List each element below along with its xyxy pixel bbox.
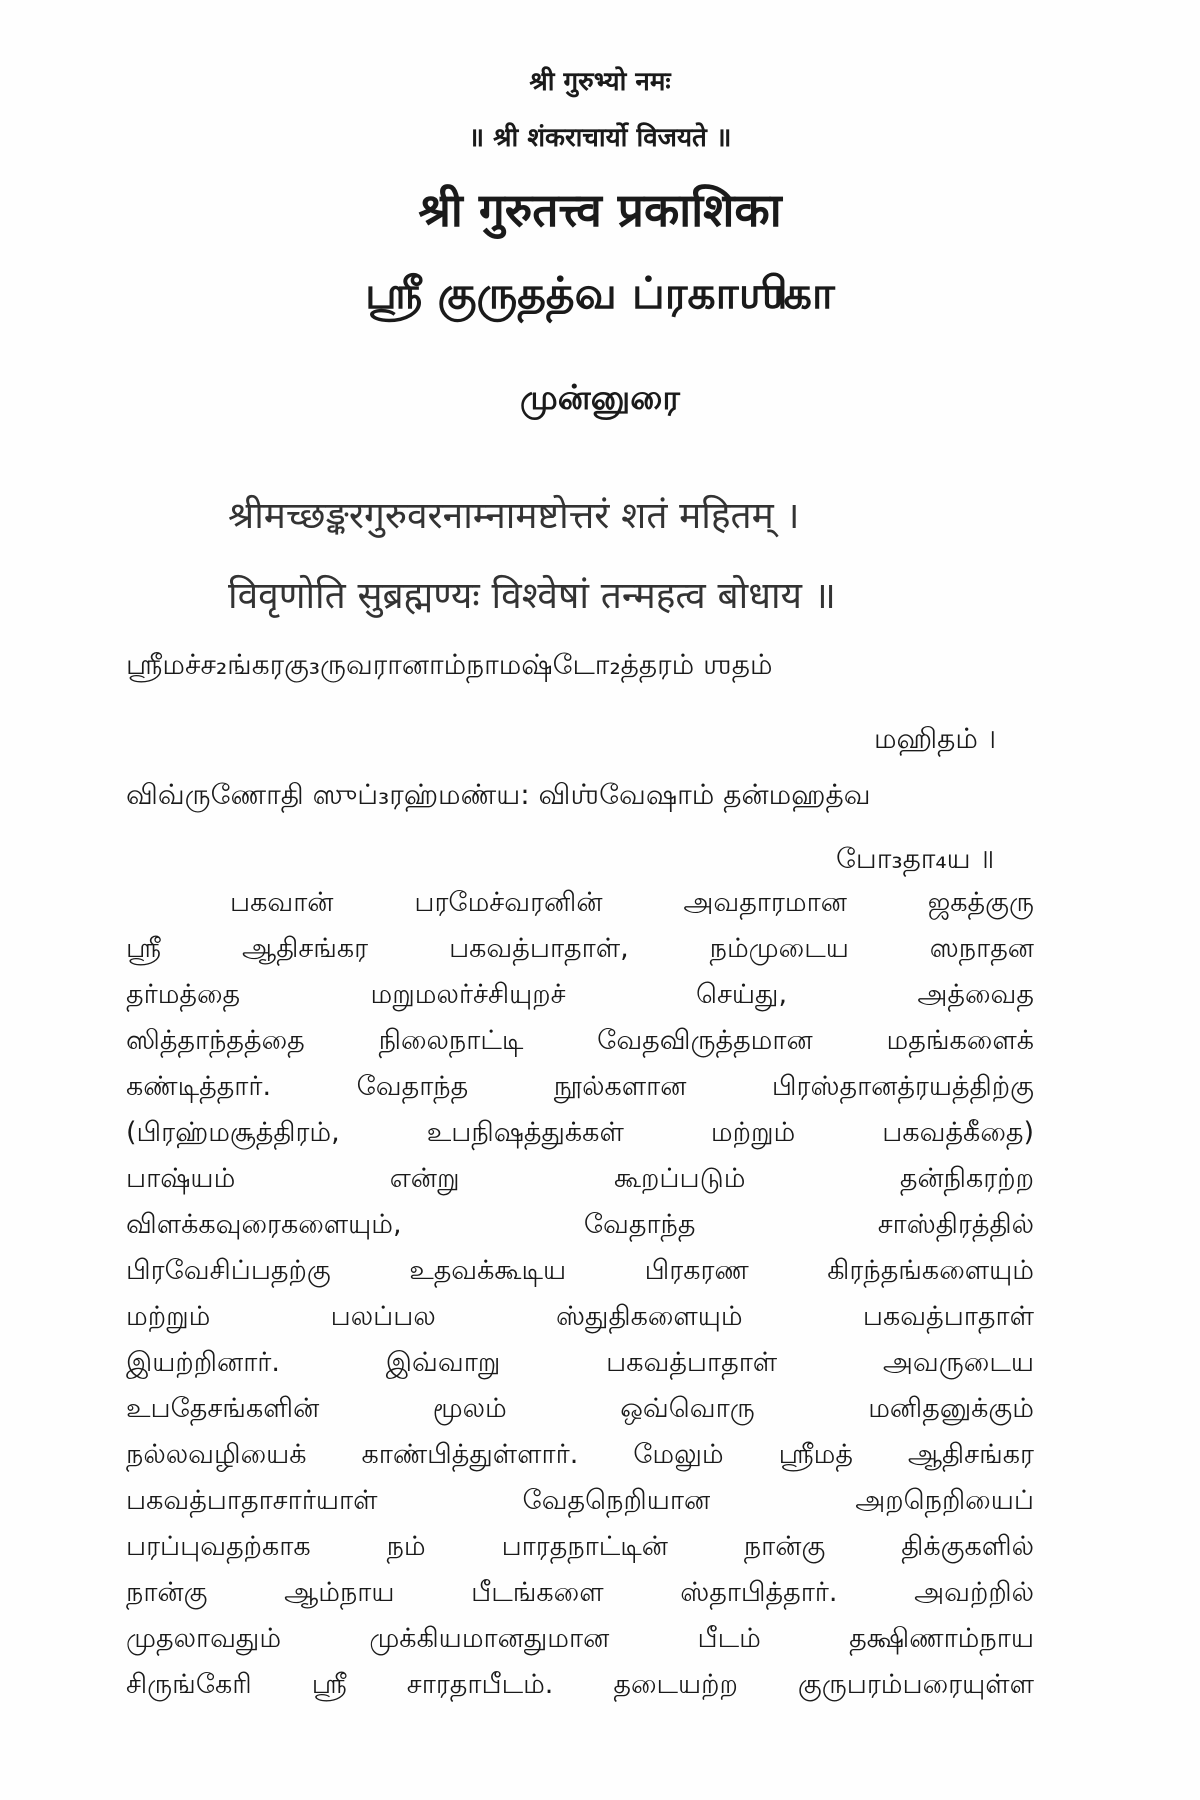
word: ஆதிசங்கர xyxy=(242,933,369,964)
word: ஸ்ரீ xyxy=(126,933,162,964)
word: பிரகரண xyxy=(644,1255,749,1286)
word: பிரஸ்தானத்ரயத்திற்கு xyxy=(771,1071,1034,1102)
paragraph-line xyxy=(126,1524,1034,1570)
transliteration-line-2: மஹிதம் । xyxy=(874,722,997,755)
transliteration-line-3: விவ்ருணோதி ஸுப்₃ரஹ்மண்ய: விஶ்வேஷாம் தன்மஹத்வ xyxy=(126,778,871,811)
paragraph-line xyxy=(126,972,1034,1018)
word: மற்றும் xyxy=(126,1301,211,1332)
word: உதவக்கூடிய xyxy=(409,1255,567,1286)
word: பலப்பல xyxy=(330,1301,436,1332)
paragraph-line xyxy=(126,1018,1034,1064)
word: செய்து, xyxy=(695,979,788,1010)
word: பரப்புவதற்காக xyxy=(126,1531,311,1562)
word: பீடம் xyxy=(697,1623,761,1654)
paragraph-line xyxy=(126,1340,1034,1386)
word: நான்கு xyxy=(743,1531,826,1562)
title-devanagari: श्री गुरुतत्त्व प्रकाशिका xyxy=(418,183,782,237)
word: பரமேச்வரனின் xyxy=(414,887,603,918)
word: பகவத்கீதை) xyxy=(882,1117,1034,1148)
word: கிரந்தங்களையும் xyxy=(827,1255,1034,1286)
title-tamil: ஸ்ரீ குருதத்வ ப்ரகாஶிகா xyxy=(365,268,835,319)
word: ஸநாதன xyxy=(929,933,1034,964)
word: குருபரம்பரையுள்ள xyxy=(797,1669,1034,1700)
paragraph-line xyxy=(126,880,1034,926)
paragraph-line xyxy=(126,1110,1034,1156)
paragraph-line xyxy=(126,1248,1034,1294)
paragraph-line xyxy=(126,1432,1034,1478)
word: பகவான் xyxy=(230,887,334,918)
paragraph-line xyxy=(126,1478,1034,1524)
word: ஆதிசங்கர xyxy=(907,1439,1034,1470)
word: நான்கு xyxy=(126,1577,208,1608)
word: வேதவிருத்தமான xyxy=(597,1025,813,1056)
word: உபநிஷத்துக்கள் xyxy=(426,1117,624,1148)
paragraph-line xyxy=(126,926,1034,972)
transliteration-line-4: போ₃தா₄ய ॥ xyxy=(836,842,995,875)
word: (பிரஹ்மசூத்திரம், xyxy=(126,1117,340,1148)
word: விளக்கவுரைகளையும், xyxy=(126,1209,402,1240)
word: நம்முடைய xyxy=(709,933,849,964)
word: ஸித்தாந்தத்தை xyxy=(126,1025,305,1056)
paragraph-line xyxy=(126,1064,1034,1110)
sanskrit-verse-line-1: श्रीमच्छङ्करगुरुवरनाम्नामष्टोत्तरं शतं महितम् । xyxy=(228,494,800,537)
word: ஆம்நாய xyxy=(284,1577,395,1608)
word: பாஷ்யம் xyxy=(126,1163,236,1194)
word: சாரதாபீடம். xyxy=(406,1669,554,1700)
word: என்று xyxy=(389,1163,460,1194)
word: மனிதனுக்கும் xyxy=(868,1393,1034,1424)
word: தடையற்ற xyxy=(613,1669,738,1700)
word: மதங்களைக் xyxy=(886,1025,1034,1056)
word: ஸ்தாபித்தார். xyxy=(680,1577,838,1608)
word: ஸ்ரீ xyxy=(311,1669,347,1700)
word: இயற்றினார். xyxy=(126,1347,280,1378)
word: நம் xyxy=(386,1531,426,1562)
word: சாஸ்திரத்தில் xyxy=(877,1209,1034,1240)
body-paragraph xyxy=(126,880,1034,1708)
word: மறுமலர்ச்சியுறச் xyxy=(370,979,566,1010)
paragraph-line xyxy=(126,1156,1034,1202)
word: பகவத்பாதாள் xyxy=(606,1347,778,1378)
word: ஒவ்வொரு xyxy=(620,1393,755,1424)
word: காண்பித்துள்ளார். xyxy=(361,1439,579,1470)
salutation-line: ॥ श्री शंकराचार्यो विजयते ॥ xyxy=(468,123,732,153)
word: நிலைநாட்டி xyxy=(378,1025,524,1056)
word: பகவத்பாதாள், xyxy=(449,933,629,964)
word: பகவத்பாதாள் xyxy=(862,1301,1034,1332)
word: ஸ்ரீமத் xyxy=(778,1439,853,1470)
paragraph-line xyxy=(126,1386,1034,1432)
word: பிரவேசிப்பதற்கு xyxy=(126,1255,331,1286)
word: இவ்வாறு xyxy=(385,1347,501,1378)
word: அவதாரமான xyxy=(683,887,847,918)
word: பீடங்களை xyxy=(471,1577,604,1608)
word: அறநெறியைப் xyxy=(855,1485,1034,1516)
word: மற்றும் xyxy=(710,1117,796,1148)
word: திக்குகளில் xyxy=(901,1531,1034,1562)
invocation-line: श्री गुरुभ्यो नमः xyxy=(529,67,671,97)
word: கண்டித்தார். xyxy=(126,1071,272,1102)
word: மூலம் xyxy=(432,1393,507,1424)
word: தன்நிகரற்ற xyxy=(899,1163,1034,1194)
word: பாரதநாட்டின் xyxy=(501,1531,668,1562)
word: முதலாவதும் xyxy=(126,1623,282,1654)
word: வேதாந்த xyxy=(356,1071,469,1102)
word: பகவத்பாதாசார்யாள் xyxy=(126,1485,378,1516)
word: கூறப்படும் xyxy=(613,1163,746,1194)
word: மேலும் xyxy=(633,1439,724,1470)
word: ஸ்துதிகளையும் xyxy=(556,1301,743,1332)
word: நல்லவழியைக் xyxy=(126,1439,307,1470)
word: தர்மத்தை xyxy=(126,979,241,1010)
word: அவற்றில் xyxy=(914,1577,1034,1608)
word: அத்வைத xyxy=(917,979,1034,1010)
word: முக்கியமானதுமான xyxy=(369,1623,610,1654)
paragraph-line xyxy=(126,1294,1034,1340)
section-heading: முன்னுரை xyxy=(520,378,680,418)
word: ஜகத்குரு xyxy=(927,887,1034,918)
sanskrit-verse-line-2: विवृणोति सुब्रह्मण्यः विश्वेषां तन्महत्व बोधाय ॥ xyxy=(228,574,836,617)
paragraph-line xyxy=(126,1662,1034,1708)
word: வேதநெறியான xyxy=(522,1485,711,1516)
word: உபதேசங்களின் xyxy=(126,1393,320,1424)
paragraph-line xyxy=(126,1570,1034,1616)
word: தக்ஷிணாம்நாய xyxy=(849,1623,1034,1654)
paragraph-line xyxy=(126,1616,1034,1662)
word: அவருடைய xyxy=(882,1347,1034,1378)
word: வேதாந்த xyxy=(583,1209,696,1240)
paragraph-line xyxy=(126,1202,1034,1248)
word: நூல்களான xyxy=(553,1071,687,1102)
transliteration-line-1: ஸ்ரீமச்ச₂ங்கரகு₃ருவரானாம்நாமஷ்டோ₂த்தரம் ஶதம் xyxy=(126,648,773,681)
word: சிருங்கேரி xyxy=(126,1669,252,1700)
